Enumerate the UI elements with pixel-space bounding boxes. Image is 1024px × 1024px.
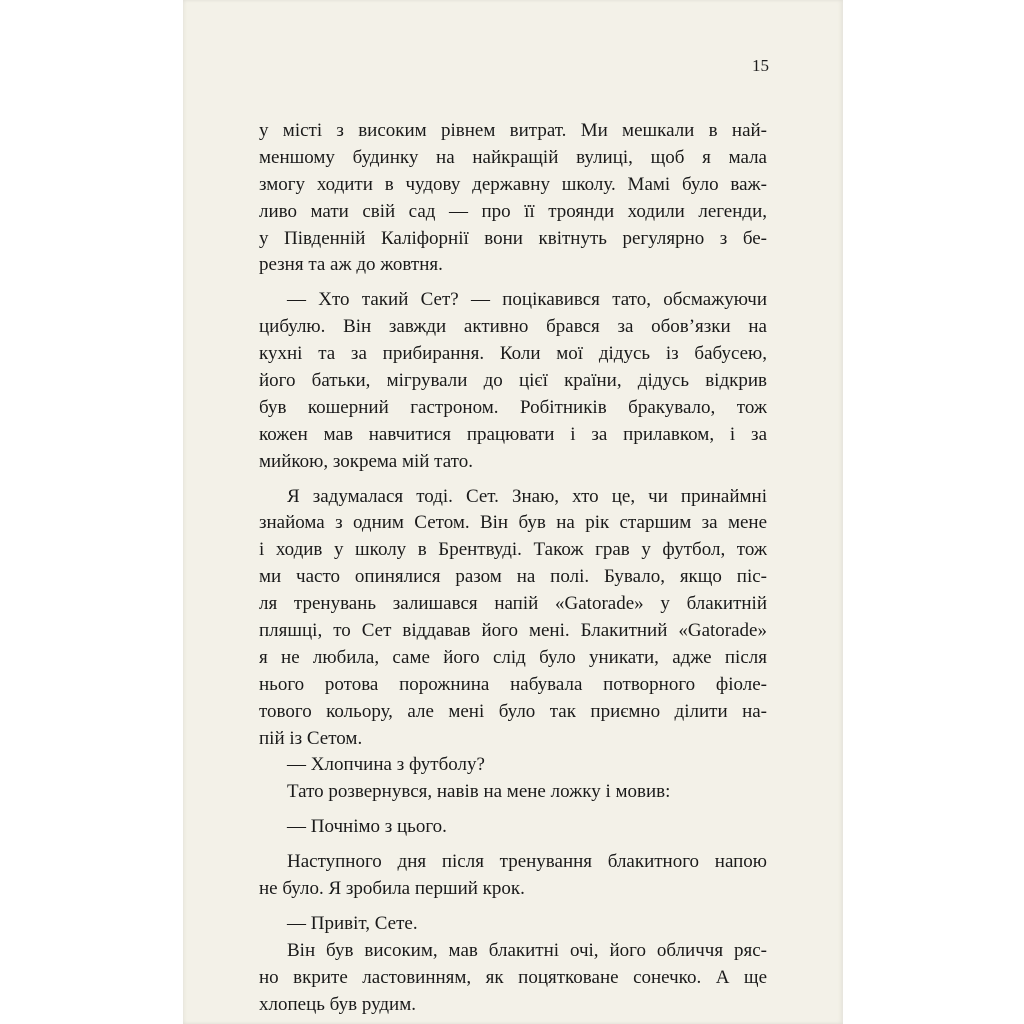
text-line: і ходив у школу в Брентвуді. Також грав у футбол, тож (259, 539, 767, 561)
text-line: Він був високим, мав блакитні очі, його обличчя ряс- (287, 939, 767, 961)
text-line: знайома з одним Сетом. Він був на рік старшим за мене (259, 512, 767, 534)
book-page (183, 0, 843, 1024)
text-line: кожен мав навчитися працювати і за прилавком, і за (259, 423, 767, 445)
text-line: його батьки, мігрували до цієї країни, дідусь відкрив (259, 370, 767, 392)
paragraph (259, 911, 767, 938)
text-line: тового кольору, але мені було так приємно ділити на- (259, 700, 767, 722)
paragraph (259, 287, 767, 475)
paragraph (259, 814, 767, 841)
paragraph (259, 938, 767, 1019)
text-line: у місті з високим рівнем витрат. Ми мешкали в най- (259, 120, 767, 141)
text-line: мийкою, зокрема мій тато. (259, 450, 473, 472)
text-line: но вкрите ластовинням, як поцятковане сонечко. А ще (259, 966, 767, 988)
text-line: ля тренувань залишався напій «Gatorade» у блакитній (259, 593, 767, 615)
text-line: ми часто опинялися разом на полі. Бувало, якщо піс- (259, 566, 767, 588)
text-line: пляшці, то Сет віддавав його мені. Блакитний «Gatorade» (259, 620, 767, 642)
paragraph (259, 779, 767, 806)
text-line: кухні та за прибирання. Коли мої дідусь із бабусею, (259, 343, 767, 365)
paragraph (259, 118, 767, 279)
text-line: у Південній Каліфорнії вони квітнуть регулярно з бе- (259, 227, 767, 249)
text-line: Тато розвернувся, навів на мене ложку і мовив: (287, 781, 671, 803)
text-line: цибулю. Він завжди активно брався за обов’язки на (259, 316, 767, 338)
paragraph (259, 484, 767, 753)
text-line: не було. Я зробила перший крок. (259, 878, 525, 900)
text-line: Наступного дня після тренування блакитного напою (287, 851, 767, 873)
text-line: хлопець був рудим. (259, 993, 416, 1015)
text-line: був кошерний гастроном. Робітників бракувало, тож (259, 396, 767, 418)
text-line: — Почнімо з цього. (287, 816, 447, 838)
text-line: змогу ходити в чудову державну школу. Мамі було важ- (259, 173, 767, 195)
text-line: я не любила, саме його слід було уникати, адже після (259, 646, 767, 668)
text-line: меншому будинку на найкращій вулиці, щоб я мала (259, 146, 767, 168)
paragraph (259, 849, 767, 903)
body-text (259, 118, 767, 1019)
text-line: нього ротова порожнина набувала потворного фіоле- (259, 673, 767, 695)
text-line: ливо мати свій сад — про її троянди ходили легенди, (259, 200, 767, 222)
text-line: — Хлопчина з футболу? (287, 754, 485, 776)
text-line: — Привіт, Сете. (287, 912, 418, 934)
text-line: пій із Сетом. (259, 727, 363, 749)
page-number: 15 (752, 56, 769, 75)
text-line: — Хто такий Сет? — поцікавився тато, обсмажуючи (287, 289, 767, 311)
paragraph (259, 752, 767, 779)
text-line: резня та аж до жовтня. (259, 254, 443, 276)
text-line: Я задумалася тоді. Сет. Знаю, хто це, чи принаймні (287, 485, 767, 507)
